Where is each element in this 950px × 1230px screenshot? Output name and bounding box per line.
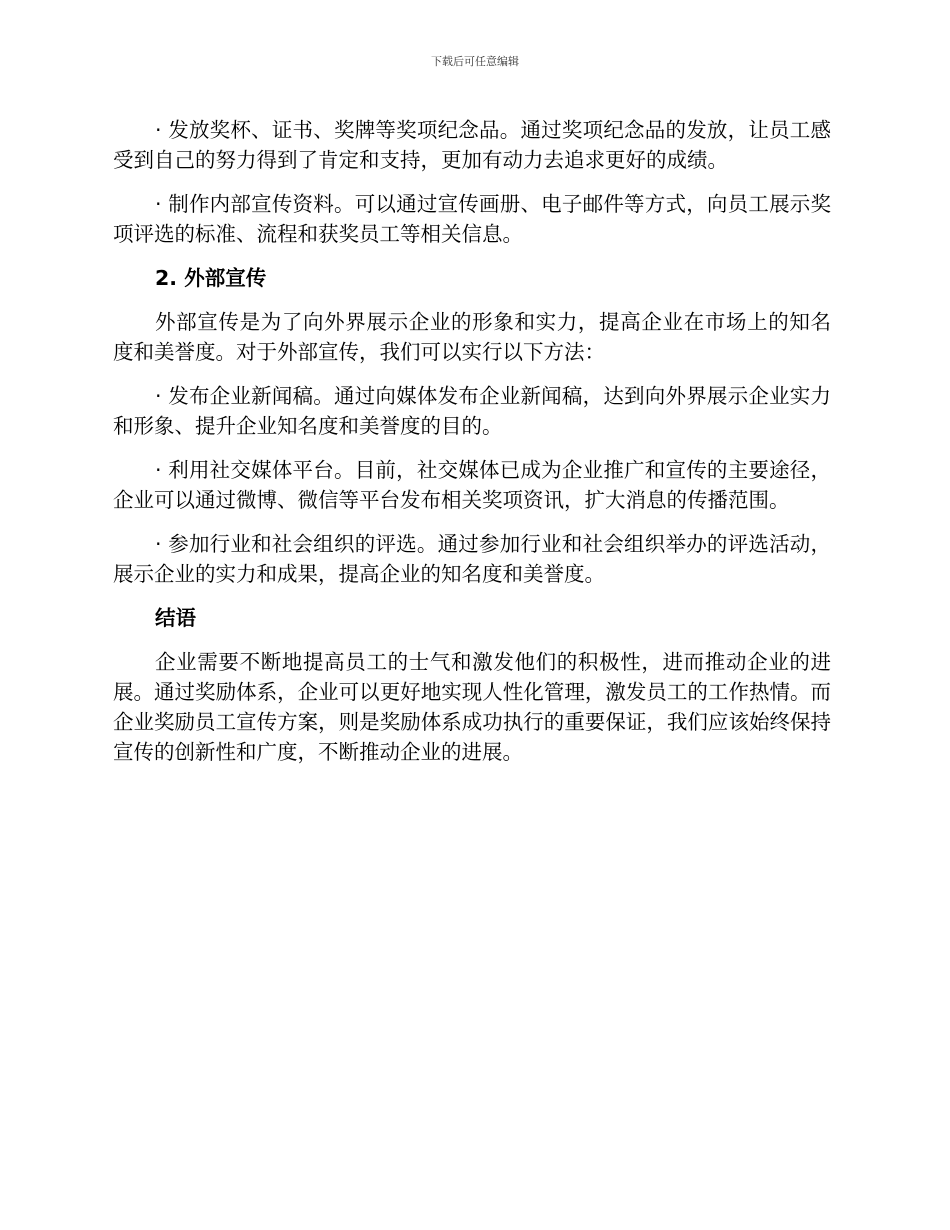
paragraph-press-release: · 发布企业新闻稿。通过向媒体发布企业新闻稿，达到向外界展示企业实力和形象、提升企业知名度和美誉度的目的。 [113, 384, 831, 438]
document-body [113, 115, 831, 767]
paragraph-internal-materials: · 制作内部宣传资料。可以通过宣传画册、电子邮件等方式，向员工展示奖项评选的标准、流程和获奖员工等相关信息。 [113, 192, 831, 246]
paragraph-external-intro: 外部宣传是为了向外界展示企业的形象和实力，提高企业在市场上的知名度和美誉度。对于外部宣传，我们可以实行以下方法： [113, 310, 831, 364]
paragraph-social-media: · 利用社交媒体平台。目前，社交媒体已成为企业推广和宣传的主要途径，企业可以通过微博、微信等平台发布相关奖项资讯，扩大消息的传播范围。 [113, 458, 831, 512]
paragraph-conclusion: 企业需要不断地提高员工的士气和激发他们的积极性，进而推动企业的进展。通过奖励体系，企业可以更好地实现人性化管理，激发员工的工作热情。而企业奖励员工宣传方案，则是奖励体系成功执行的重要保证，我们应该始终保持宣传的创新性和广度，不断推动企业的进展。 [113, 650, 831, 764]
heading-external-publicity: 2. 外部宣传 [155, 266, 267, 290]
heading-conclusion: 结语 [155, 606, 196, 630]
paragraph-industry-awards: · 参加行业和社会组织的评选。通过参加行业和社会组织举办的评选活动，展示企业的实力和成果，提高企业的知名度和美誉度。 [113, 532, 831, 586]
header-note: 下载后可任意编辑 [431, 55, 519, 68]
paragraph-award-souvenirs: · 发放奖杯、证书、奖牌等奖项纪念品。通过奖项纪念品的发放，让员工感受到自己的努力得到了肯定和支持，更加有动力去追求更好的成绩。 [113, 118, 831, 172]
